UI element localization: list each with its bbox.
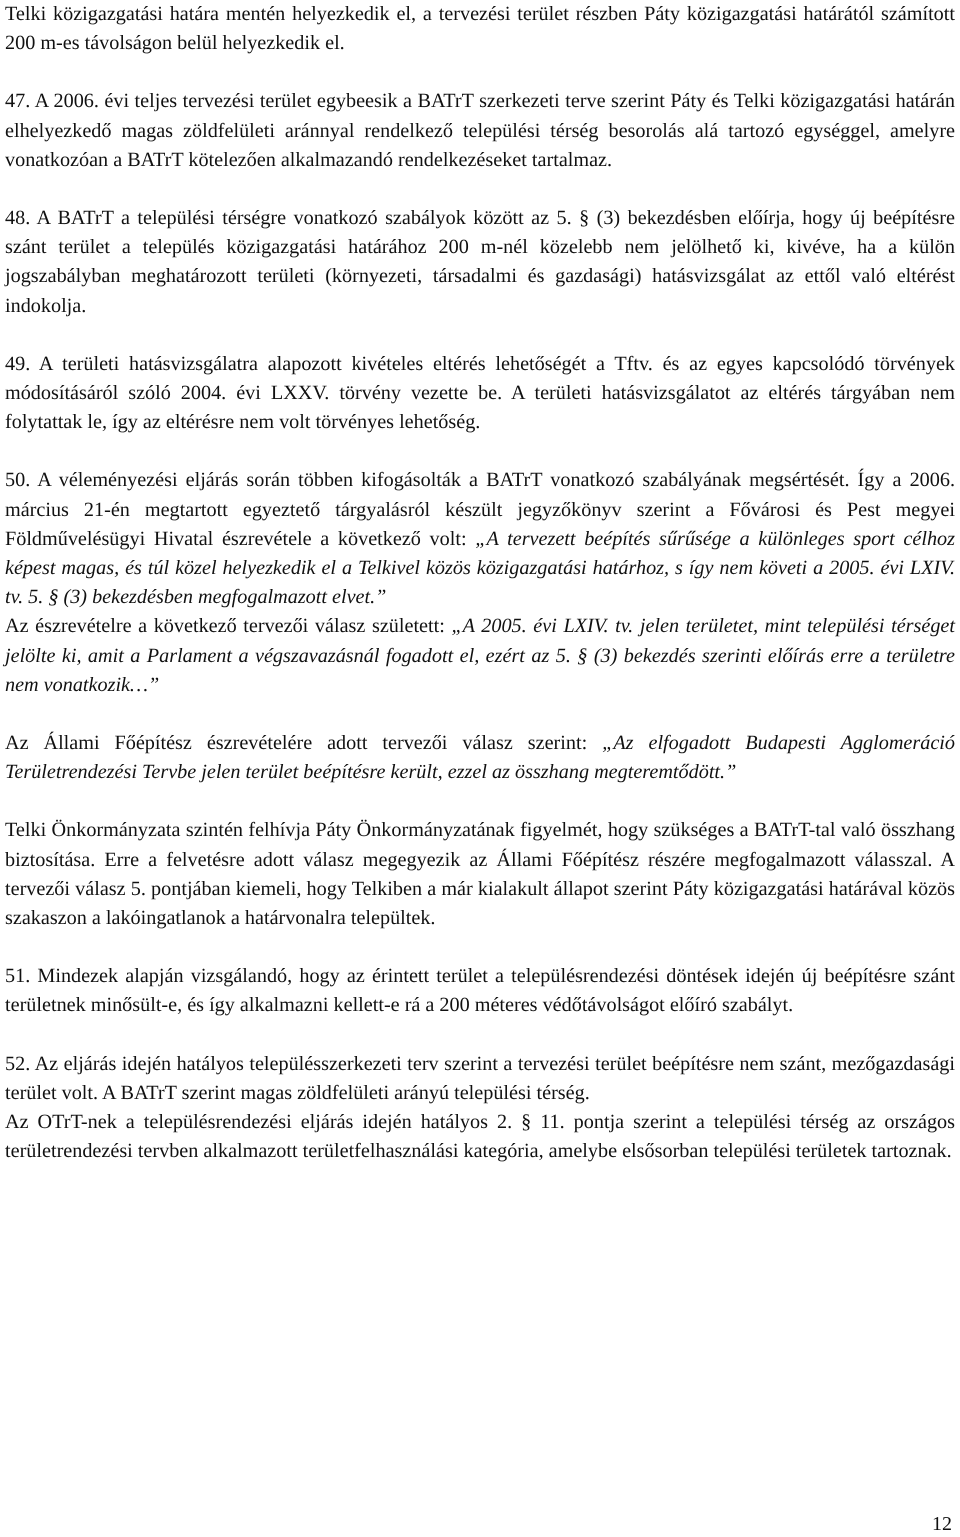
paragraph-designer-response-quote: „A 2005. évi LXIV. tv. jelen területet, mint települési térséget jelölte ki, amit a Parlament a végszavazásnál fogadott el, ezért az 5. § (3) bekezdés szerinti előírás erre a területre nem vonatkozik…” — [5, 615, 955, 696]
paragraph-telki-municipality — [5, 816, 955, 933]
paragraph-state-architect — [5, 729, 955, 787]
paragraph-48-text: 48. A BATrT a települési térségre vonatkozó szabályok között az 5. § (3) bekezdésben előírja, hogy új beépítésre szánt terület a település közigazgatási határához 200 m-nél közelebb nem jelölhető ki, kivéve, ha a külön jogszabályban meghatározott területi (környezeti, társadalmi és gazdasági) hatásvizsgálat az ettől való eltérést indokolja. — [5, 207, 955, 317]
paragraph-52-text: 52. Az eljárás idején hatályos településszerkezeti terv szerint a tervezési terület beépítésre nem szánt, mezőgazdasági terület volt. A BATrT szerint magas zöldfelületi arányú települési térség. — [5, 1052, 955, 1104]
paragraph-50 — [5, 466, 955, 612]
paragraph-51 — [5, 962, 955, 1020]
paragraph-48 — [5, 204, 955, 321]
paragraph-50-text: 50. A véleményezési eljárás során többen kifogásolták a BATrT vonatkozó szabályának megsértését. Így a 2006. március 21-én megtartott egyeztető tárgyalásról készült jegyzőkönyv szerint a Fővárosi és Pest megyei Földművelésügyi Hivatal észrevétele a következő volt: — [5, 469, 955, 550]
paragraph-state-architect-quote: „Az elfogadott Budapesti Agglomeráció Területrendezési Tervbe jelen terület beépítésre került, ezzel az összhang megteremtődött.” — [5, 732, 955, 784]
paragraph-47 — [5, 87, 955, 175]
paragraph-intro-text: Telki közigazgatási határa mentén helyezkedik el, a tervezési terület részben Páty közigazgatási határától számított 200 m-es távolságon belül helyezkedik el. — [5, 3, 955, 55]
paragraph-47-text: 47. A 2006. évi teljes tervezési terület egybeesik a BATrT szerkezeti terve szerint Páty és Telki közigazgatási határán elhelyezkedő magas zöldfelületi aránnyal rendelkező települési térség besorolás alá tartozó egységgel, amelyre vonatkozóan a BATrT kötelezően alkalmazandó rendelkezéseket tartalmaz. — [5, 90, 955, 171]
paragraph-49 — [5, 350, 955, 438]
paragraph-50-quote: „A tervezett beépítés sűrűsége a különleges sport célhoz képest magas, és túl közel helyezkedik el a Telkivel közös közigazgatási határhoz, s így nem követi a 2005. évi LXIV. tv. 5. § (3) bekezdésben megfogalmazott elvet.” — [5, 527, 955, 609]
paragraph-otrt-text: Az OTrT-nek a településrendezési eljárás idején hatályos 2. § 11. pontja szerint a települési térség az országos területrendezési tervben alkalmazott területfelhasználási kategória, amelybe elsősorban települési területek tartoznak. — [5, 1111, 955, 1163]
paragraph-otrt — [5, 1108, 955, 1166]
document-page — [5, 0, 955, 1167]
paragraph-state-architect-text: Az Állami Főépítész észrevételére adott tervezői válasz szerint: — [5, 732, 603, 755]
paragraph-designer-response-text: Az észrevételre a következő tervezői válasz született: — [5, 615, 452, 638]
paragraph-52 — [5, 1050, 955, 1108]
paragraph-intro — [5, 0, 955, 58]
paragraph-51-text: 51. Mindezek alapján vizsgálandó, hogy az érintett terület a településrendezési döntések idején új beépítésre szánt területnek minősült-e, és így alkalmazni kellett-e rá a 200 méteres védőtávolságot előíró szabályt. — [5, 965, 955, 1017]
paragraph-49-text: 49. A területi hatásvizsgálatra alapozott kivételes eltérés lehetőségét a Tftv. és az egyes kapcsolódó törvények módosításáról szóló 2004. évi LXXV. törvény vezette be. A területi hatásvizsgálatot az eltérés tárgyában nem folytattak le, így az eltérésre nem volt törvényes lehetőség. — [5, 352, 955, 434]
page-number: 12 — [932, 1513, 952, 1535]
paragraph-designer-response — [5, 612, 955, 700]
paragraph-telki-municipality-text: Telki Önkormányzata szintén felhívja Páty Önkormányzatának figyelmét, hogy szükséges a BATrT-tal való összhang biztosítása. Erre a felvetésre adott válasz megegyezik az Állami Főépítész részére megfogalmazott válasszal. A tervezői válasz 5. pontjában kiemeli, hogy Telkiben a már kialakult állapot szerint Páty közigazgatási határával közös szakaszon a lakóingatlanok a határvonalra települtek. — [5, 819, 955, 930]
